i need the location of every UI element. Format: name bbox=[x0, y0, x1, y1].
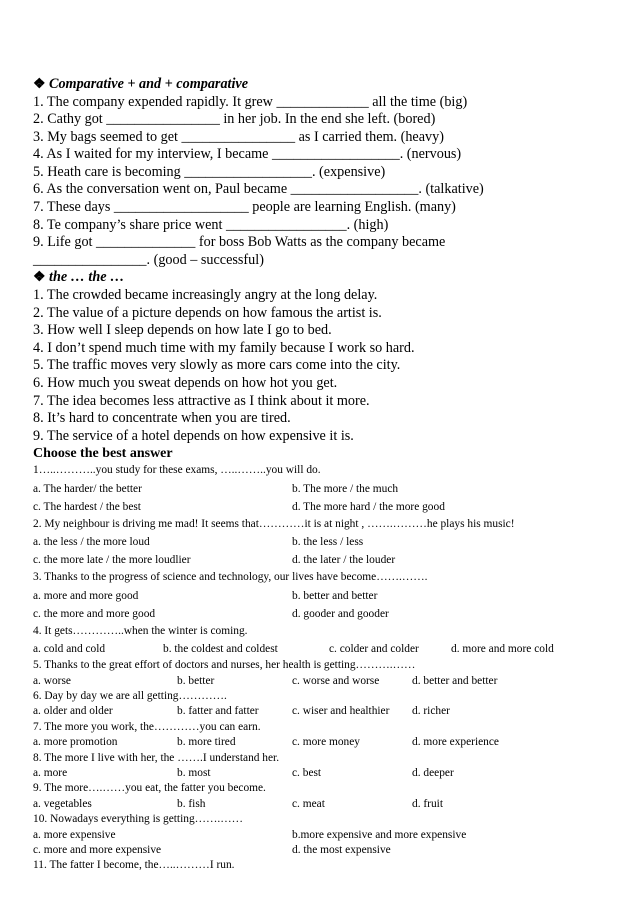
option: a. the less / the more loud bbox=[33, 536, 150, 549]
option: c. wiser and healthier bbox=[292, 705, 390, 718]
option: a. The harder/ the better bbox=[33, 482, 142, 495]
options-row bbox=[33, 735, 613, 750]
options-row bbox=[33, 533, 613, 551]
options-row bbox=[33, 605, 613, 623]
exercise-line: ________________. (good – successful) bbox=[33, 251, 264, 268]
option: b. the coldest and coldest bbox=[163, 643, 278, 656]
option: c. the more late / the more loudlier bbox=[33, 554, 191, 567]
exercise-line: 8. Te company’s share price went _________________. (high) bbox=[33, 216, 389, 233]
diamond-bullet-icon: ❖ bbox=[33, 269, 46, 286]
option: c. meat bbox=[292, 797, 325, 810]
exercise-line: 2. Cathy got ________________ in her job. In the end she left. (bored) bbox=[33, 111, 436, 128]
option: d. better and better bbox=[412, 674, 498, 687]
exercise-line: 4. I don’t spend much time with my family because I work so hard. bbox=[33, 339, 415, 356]
option: b.more expensive and more expensive bbox=[292, 828, 467, 841]
option: d. the most expensive bbox=[292, 843, 391, 856]
options-row bbox=[33, 766, 613, 781]
option: a. more and more good bbox=[33, 589, 139, 602]
option: b. the less / less bbox=[292, 536, 364, 549]
option: b. most bbox=[177, 767, 211, 780]
option: c. more and more expensive bbox=[33, 843, 162, 856]
section-title: Comparative + and + comparative bbox=[49, 76, 249, 92]
option: a. vegetables bbox=[33, 797, 92, 810]
section-heading-comparative bbox=[33, 76, 613, 94]
diamond-bullet-icon: ❖ bbox=[33, 76, 46, 92]
options-row bbox=[33, 587, 613, 605]
option: d. more and more cold bbox=[451, 643, 554, 656]
option: c. best bbox=[292, 767, 322, 780]
option: d. fruit bbox=[412, 797, 444, 810]
section-heading-the-the bbox=[33, 269, 613, 287]
exercise-line: 7. The idea becomes less attractive as I think about it more. bbox=[33, 392, 370, 409]
option: b. better and better bbox=[292, 589, 378, 602]
options-row bbox=[33, 797, 613, 812]
exercise-line: 1. The company expended rapidly. It grew _____________ all the time (big) bbox=[33, 93, 468, 110]
option: c. worse and worse bbox=[292, 674, 380, 687]
exercise-line: 4. As I waited for my interview, I became __________________. (nervous) bbox=[33, 146, 462, 163]
option: a. cold and cold bbox=[33, 643, 106, 656]
option: c. colder and colder bbox=[329, 643, 419, 656]
section-title: the … the … bbox=[49, 269, 125, 286]
question: 5. Thanks to the great effort of doctors and nurses, her health is getting……….…… bbox=[33, 659, 416, 672]
options-row bbox=[33, 828, 613, 843]
option: a. worse bbox=[33, 674, 71, 687]
options-row bbox=[33, 674, 613, 689]
question: 2. My neighbour is driving me mad! It seems that…………it is at night , …….………he plays his music! bbox=[33, 517, 515, 530]
option: b. fatter and fatter bbox=[177, 705, 259, 718]
option: d. more experience bbox=[412, 736, 499, 749]
question: 6. Day by day we are all getting…………. bbox=[33, 690, 227, 703]
exercise-line: 3. How well I sleep depends on how late I go to bed. bbox=[33, 322, 332, 339]
exercise-line: 9. The service of a hotel depends on how expensive it is. bbox=[33, 427, 354, 444]
options-row bbox=[33, 551, 613, 569]
option: b. The more / the much bbox=[292, 482, 399, 495]
option: d. the later / the louder bbox=[292, 554, 396, 567]
exercise-line: 5. Heath care is becoming __________________. (expensive) bbox=[33, 163, 386, 180]
option: d. richer bbox=[412, 705, 450, 718]
exercise-line: 3. My bags seemed to get ________________ as I carried them. (heavy) bbox=[33, 128, 444, 145]
option: a. older and older bbox=[33, 705, 113, 718]
exercise-line: 6. As the conversation went on, Paul became __________________. (talkative) bbox=[33, 181, 484, 198]
option: d. The more hard / the more good bbox=[292, 500, 445, 513]
options-row bbox=[33, 843, 613, 858]
exercise-line: 7. These days ___________________ people are learning English. (many) bbox=[33, 199, 456, 216]
exercise-line: 5. The traffic moves very slowly as more cars come into the city. bbox=[33, 357, 401, 374]
exercise-line: 6. How much you sweat depends on how hot you get. bbox=[33, 374, 338, 391]
question: 1…..………..you study for these exams, …..……..you will do. bbox=[33, 464, 321, 477]
option: a. more promotion bbox=[33, 736, 118, 749]
question: 4. It gets…………..when the winter is coming. bbox=[33, 624, 248, 637]
worksheet bbox=[33, 76, 613, 874]
options-row bbox=[33, 640, 613, 658]
question: 8. The more I live with her, the …….I understand her. bbox=[33, 751, 280, 764]
option: b. better bbox=[177, 674, 215, 687]
exercise-line: 2. The value of a picture depends on how famous the artist is. bbox=[33, 304, 382, 321]
options-row bbox=[33, 704, 613, 719]
option: c. the more and more good bbox=[33, 607, 156, 620]
exercise-line: 9. Life got ______________ for boss Bob Watts as the company became bbox=[33, 234, 446, 251]
question: 10. Nowadays everything is getting…….…… bbox=[33, 813, 244, 826]
options-row bbox=[33, 480, 613, 498]
question: 3. Thanks to the progress of science and technology, our lives have become…….……. bbox=[33, 571, 428, 584]
exercise-line: 1. The crowded became increasingly angry at the long delay. bbox=[33, 286, 378, 303]
options-row bbox=[33, 498, 613, 516]
option: a. more bbox=[33, 767, 68, 780]
option: d. deeper bbox=[412, 767, 454, 780]
question: 11. The fatter I become, the…..………I run. bbox=[33, 859, 235, 872]
option: b. fish bbox=[177, 797, 206, 810]
option: a. more expensive bbox=[33, 828, 116, 841]
section-heading-choose: Choose the best answer bbox=[33, 446, 173, 462]
exercise-line: 8. It’s hard to concentrate when you are tired. bbox=[33, 410, 291, 427]
question: 7. The more you work, the…………you can earn. bbox=[33, 720, 261, 733]
option: b. more tired bbox=[177, 736, 236, 749]
option: c. more money bbox=[292, 736, 361, 749]
option: d. gooder and gooder bbox=[292, 607, 389, 620]
option: c. The hardest / the best bbox=[33, 500, 141, 513]
question: 9. The more….……you eat, the fatter you become. bbox=[33, 782, 266, 795]
